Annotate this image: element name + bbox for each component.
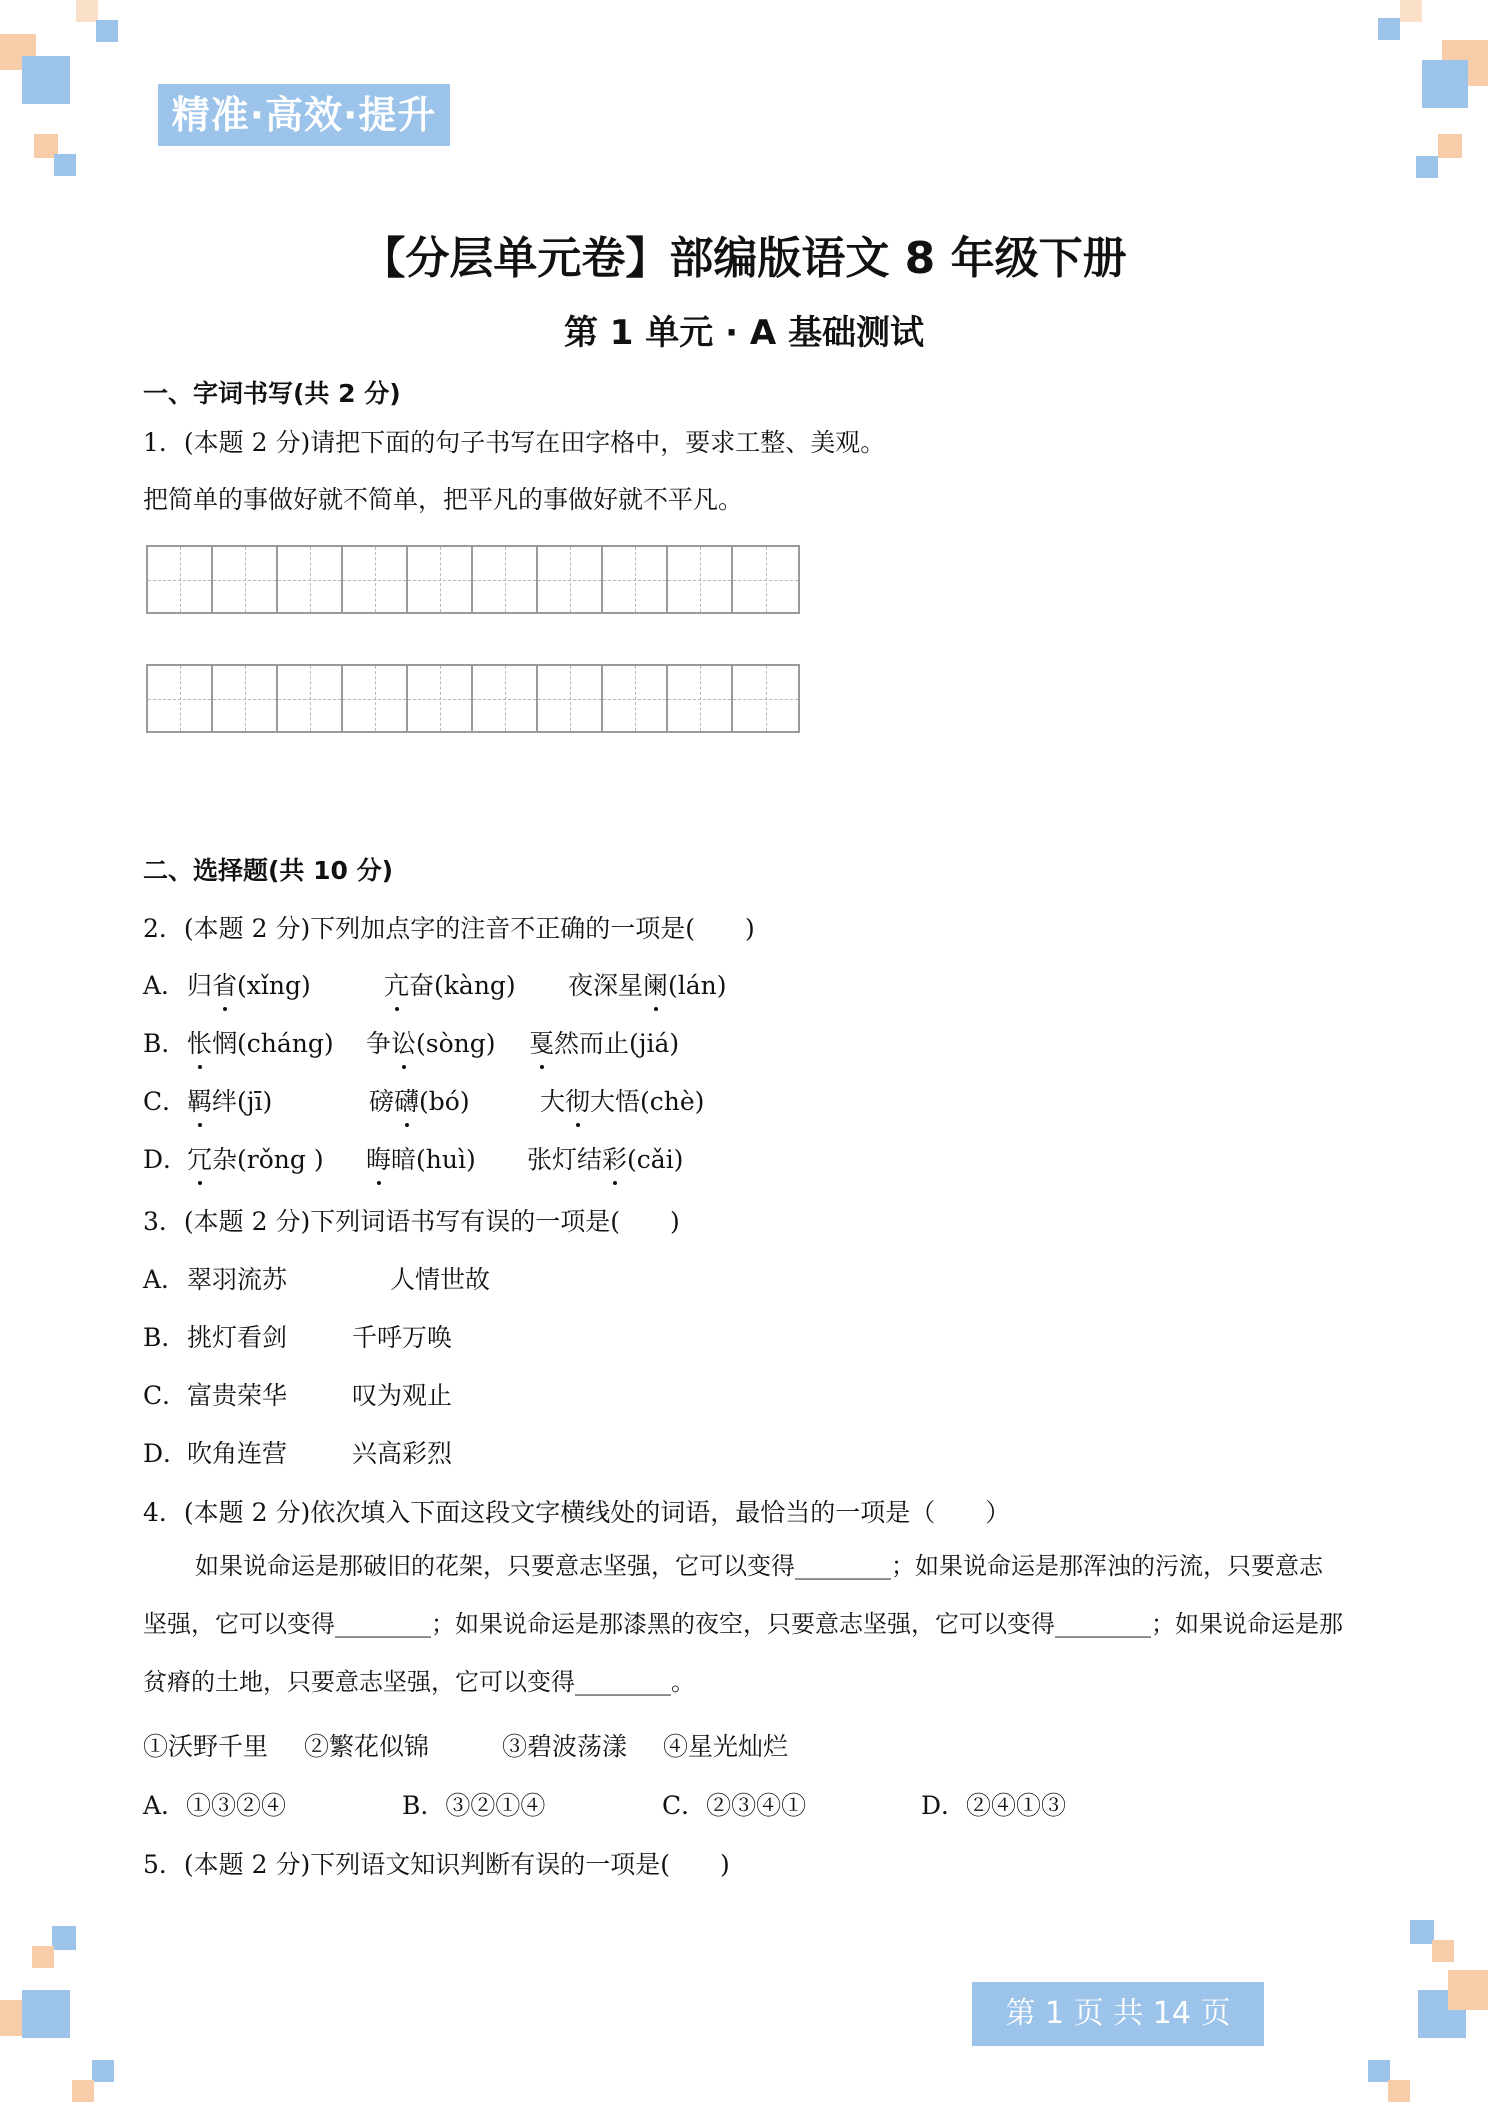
grid-cell[interactable] [668, 547, 733, 612]
option-label: A． [143, 971, 187, 1000]
grid-cell[interactable] [278, 547, 343, 612]
grid-cell[interactable] [668, 666, 733, 731]
option-word: 张灯结彩(cǎi) [527, 1140, 683, 1176]
question-4-option-d[interactable]: D．②④①③ [921, 1791, 1067, 1820]
question-1-sentence: 把简单的事做好就不简单，把平凡的事做好就不平凡。 [143, 485, 744, 514]
grid-cell[interactable] [473, 666, 538, 731]
page-subtitle: 第 1 单元 · A 基础测试 [563, 313, 925, 353]
grid-cell[interactable] [603, 666, 668, 731]
question-5-stem: 5．(本题 2 分)下列语文知识判断有误的一项是( ) [143, 1850, 730, 1879]
grid-cell[interactable] [603, 547, 668, 612]
question-2-stem: 2．(本题 2 分)下列加点字的注音不正确的一项是( ) [143, 914, 755, 943]
choice-item: ③碧波荡漾 [502, 1732, 628, 1761]
option-word: 磅礴(bó) [369, 1082, 470, 1118]
option-word: 羁绊(jī) [187, 1082, 272, 1118]
writing-grid-row-1[interactable] [146, 545, 800, 614]
grid-cell[interactable] [538, 547, 603, 612]
question-4-passage: 如果说命运是那破旧的花架，只要意志坚强，它可以变得________；如果说命运是那浑浊的污流，只要意志坚强，它可以变得________；如果说命运是那漆黑的夜空，只要意志坚强，它可以变得________；如果说命运是那贫瘠的土地，只要意志坚强，它可以变得________。 [143, 1552, 1343, 1696]
option-label: D． [143, 1145, 189, 1174]
option-word: 兴高彩烈 [352, 1439, 453, 1468]
option-label: D． [143, 1439, 189, 1468]
question-3-stem: 3．(本题 2 分)下列词语书写有误的一项是( ) [143, 1207, 680, 1236]
question-4-stem: 4．(本题 2 分)依次填入下面这段文字横线处的词语，最恰当的一项是（ ） [143, 1498, 1011, 1527]
choice-item: ④星光灿烂 [663, 1732, 789, 1761]
option-word: 争讼(sòng) [366, 1024, 496, 1060]
option-word: 吹角连营 [187, 1439, 288, 1468]
option-word: 戛然而止(jiá) [529, 1024, 679, 1060]
option-word: 大彻大悟(chè) [540, 1082, 704, 1118]
option-word: 怅惘(cháng) [187, 1024, 334, 1060]
option-label: B． [143, 1323, 187, 1352]
writing-grid-row-2[interactable] [146, 664, 800, 733]
grid-cell[interactable] [278, 666, 343, 731]
option-label: B． [143, 1029, 187, 1058]
grid-cell[interactable] [343, 666, 408, 731]
option-word: 人情世故 [390, 1265, 491, 1294]
choice-item: ②繁花似锦 [304, 1732, 430, 1761]
option-label: A． [143, 1265, 187, 1294]
grid-cell[interactable] [148, 666, 213, 731]
option-word: 叹为观止 [352, 1381, 453, 1410]
option-word: 冗杂(rǒng ) [187, 1140, 324, 1176]
question-4-option-b[interactable]: B．③②①④ [402, 1791, 546, 1820]
option-word: 亢奋(kàng) [384, 966, 516, 1002]
page-title: 【分层单元卷】部编版语文 8 年级下册 [361, 233, 1127, 284]
option-word: 挑灯看剑 [187, 1323, 288, 1352]
grid-cell[interactable] [408, 666, 473, 731]
grid-cell[interactable] [148, 547, 213, 612]
grid-cell[interactable] [408, 547, 473, 612]
option-word: 晦暗(huì) [366, 1140, 476, 1176]
grid-cell[interactable] [538, 666, 603, 731]
question-4-option-c[interactable]: C．②③④① [662, 1791, 807, 1820]
grid-cell[interactable] [473, 547, 538, 612]
grid-cell[interactable] [343, 547, 408, 612]
choice-item: ①沃野千里 [143, 1732, 269, 1761]
grid-cell[interactable] [733, 547, 798, 612]
option-word: 夜深星阑(lán) [568, 966, 727, 1002]
section-heading-1: 一、字词书写(共 2 分) [143, 379, 401, 408]
option-word: 富贵荣华 [187, 1381, 288, 1410]
brand-banner: 精准·高效·提升 [158, 84, 450, 146]
grid-cell[interactable] [213, 547, 278, 612]
grid-cell[interactable] [733, 666, 798, 731]
option-label: C． [143, 1087, 188, 1116]
option-word: 千呼万唤 [352, 1323, 453, 1352]
question-1-stem: 1．(本题 2 分)请把下面的句子书写在田字格中，要求工整、美观。 [143, 428, 886, 457]
option-label: C． [143, 1381, 188, 1410]
option-word: 归省(xǐng) [187, 966, 311, 1002]
section-heading-2: 二、选择题(共 10 分) [143, 856, 394, 885]
option-word: 翠羽流苏 [187, 1265, 288, 1294]
question-4-option-a[interactable]: A．①③②④ [143, 1791, 287, 1820]
page-number-badge: 第 1 页 共 14 页 [972, 1982, 1264, 2046]
grid-cell[interactable] [213, 666, 278, 731]
